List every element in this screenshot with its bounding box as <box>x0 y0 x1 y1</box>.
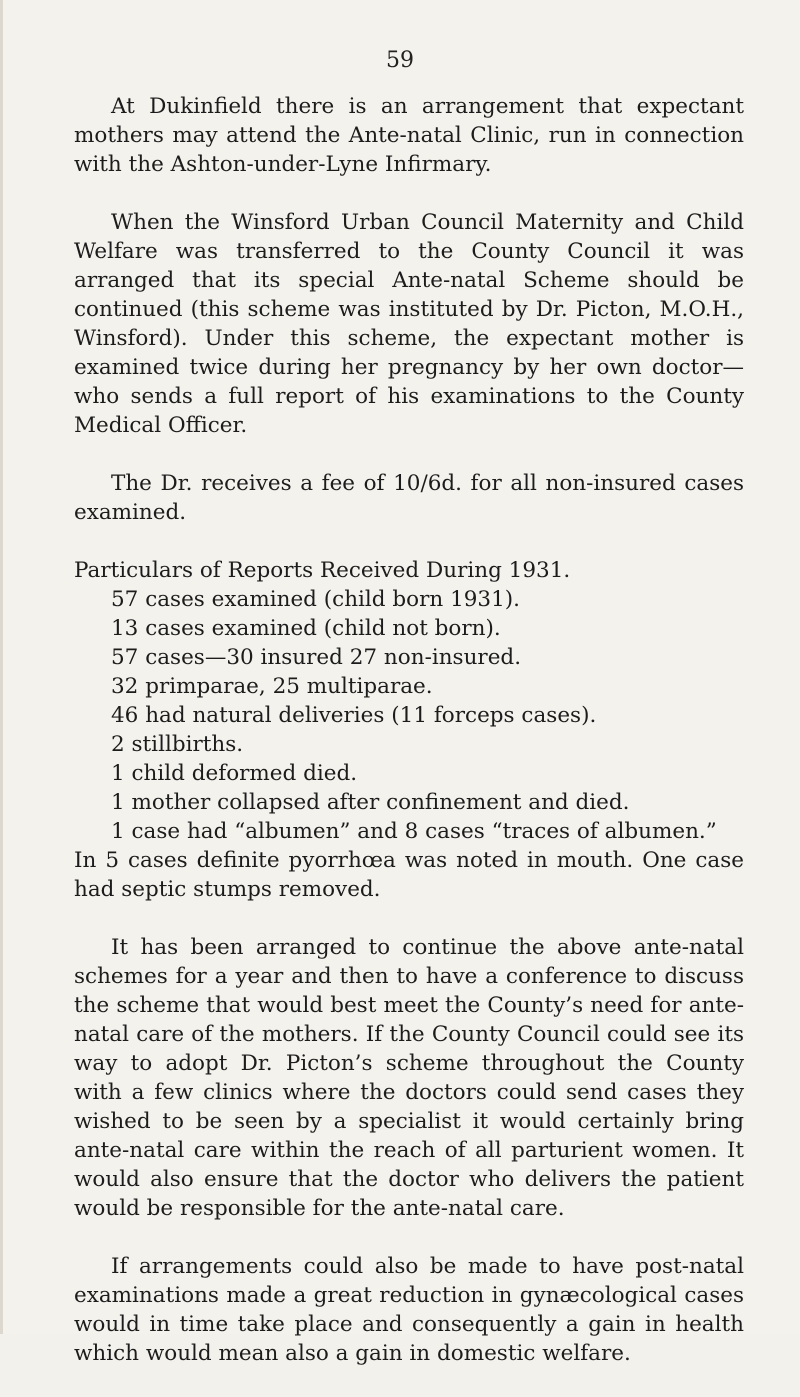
list-item: 13 cases examined (child not born). <box>111 616 501 641</box>
paragraph-dukinfield: At Dukinfield there is an arrangement that expectant mothers may attend the Ante-natal Clinic, run in connection with the Ashton-under-Lyne Infirmary. <box>74 94 744 177</box>
paragraph-postnatal: If arrangements could also be made to have post-natal examinations made a great reduction in gynæcological cases would in time take place and consequently a gain in health which would mean also a gain in domestic welfare. <box>74 1254 744 1366</box>
list-item: 1 child deformed died. <box>111 761 358 786</box>
list-item: 1 mother collapsed after confinement and died. <box>111 790 630 815</box>
page-number: 59 <box>386 48 414 73</box>
list-item: 57 cases—30 insured 27 non-insured. <box>111 645 522 670</box>
paragraph-pyorrhoea: In 5 cases definite pyorrhœa was noted in mouth. One case had septic stumps removed. <box>74 848 744 902</box>
paragraph-fee: The Dr. receives a fee of 10/6d. for all non-insured cases examined. <box>74 471 744 525</box>
list-item: 57 cases examined (child born 1931). <box>111 587 521 612</box>
particulars-list <box>74 585 744 846</box>
paragraph-arranged: It has been arranged to continue the above ante-natal schemes for a year and then to have a conference to discuss the scheme that would best meet the County’s need for ante-natal care of the mothers. If the County Council could see its way to adopt Dr. Picton’s scheme throughout the County with a few clinics where the doctors could send cases they wished to be seen by a specialist it would certainly bring ante-natal care within the reach of all parturient women. It would also ensure that the doctor who delivers the patient would be responsible for the ante-natal care. <box>74 935 744 1221</box>
body-text <box>74 92 744 1397</box>
list-item: 32 primparae, 25 multiparae. <box>111 674 433 699</box>
list-item: 46 had natural deliveries (11 forceps cases). <box>111 703 597 728</box>
paragraph-winsford: When the Winsford Urban Council Maternity and Child Welfare was transferred to the County Council it was arranged that its special Ante-natal Scheme should be continued (this scheme was instituted by Dr. Picton, M.O.H., Winsford). Under this scheme, the expectant mother is examined twice during her pregnancy by her own doctor—who sends a full report of his examinations to the County Medical Officer. <box>74 210 744 438</box>
page-edge-shadow <box>0 0 3 1334</box>
list-item: 2 stillbirths. <box>111 732 244 757</box>
list-item: 1 case had “albumen” and 8 cases “traces of albumen.” <box>111 819 717 844</box>
particulars-heading: Particulars of Reports Received During 1931. <box>74 558 571 583</box>
